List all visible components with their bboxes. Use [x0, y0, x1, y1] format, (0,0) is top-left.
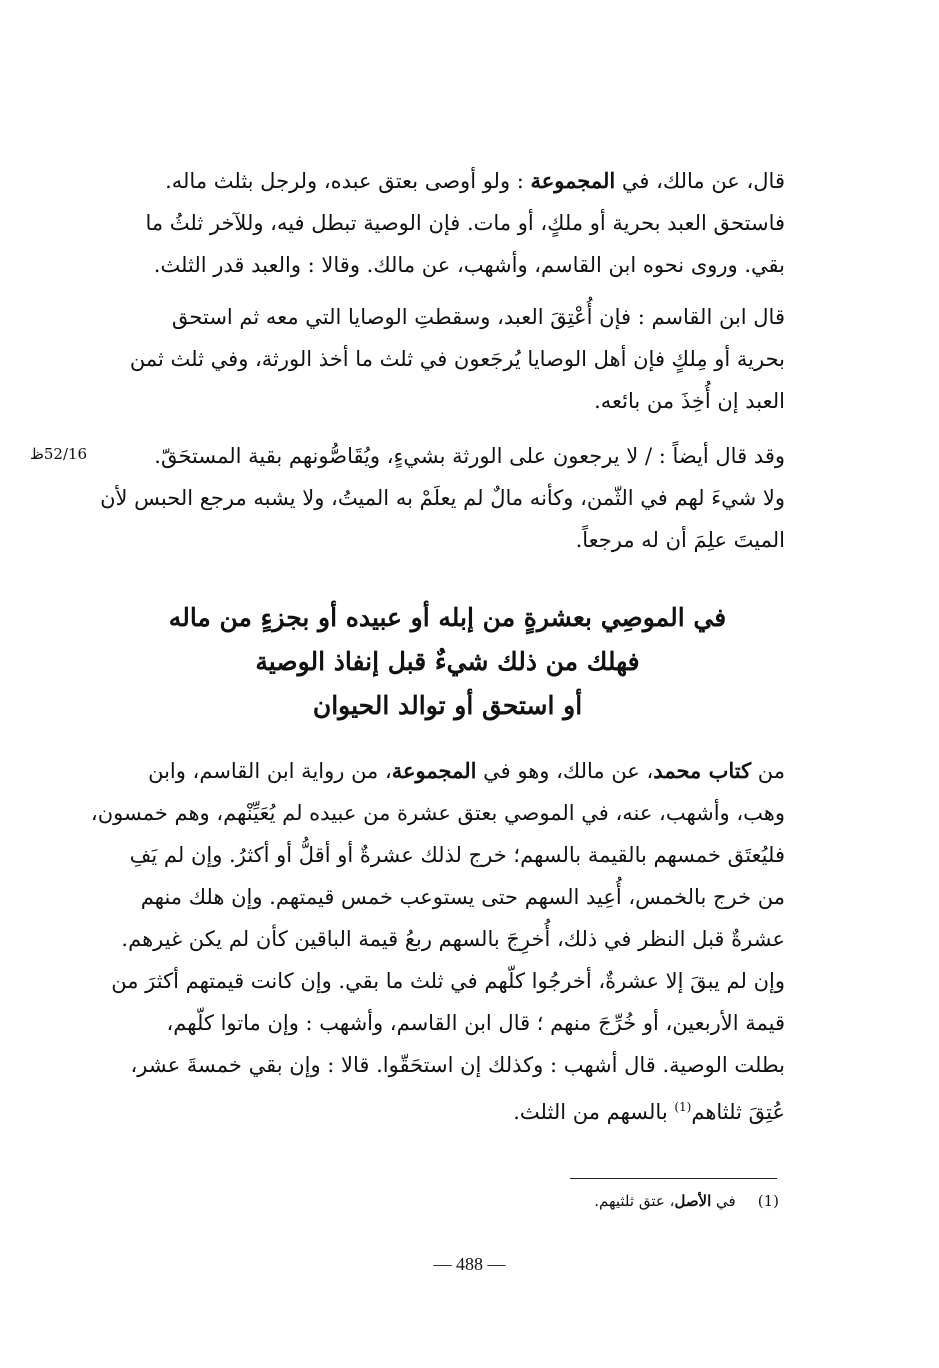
paragraph-3-line-2: ولا شيءَ لهم في الثّمن، وكأنه مالٌ لم يعلَمْ به الميتُ، ولا يشبه مرجع الحبس لأن: [100, 486, 785, 510]
paragraph-4-line-2: وهب، وأشهب، عنه، في الموصي بعتق عشرة من عبيده لم يُعَيِّنْهم، وهم خمسون،: [90, 801, 785, 825]
paragraph-2-line-1: قال ابن القاسم : فإن أُعْتِقَ العبد، وسقطتِ الوصايا التي معه ثم استحق: [171, 305, 785, 329]
paragraph-3-line-1: وقد قال أيضاً : / لا يرجعون على الورثة بشيءٍ، ويُقَاصُّونهم بقية المستحَقّ.: [154, 444, 785, 468]
paragraph-4-line-6: وإن لم يبقَ إلا عشرةٌ، أخرجُوا كلّهم في ثلث ما بقي. وإن كانت قيمتهم أكثرَ من: [111, 969, 785, 993]
paragraph-2-line-2: بحرية أو مِلكٍ فإن أهل الوصايا يُرجَعون في ثلث ما أخذ الورثة، وفي ثلث ثمن: [129, 347, 785, 371]
paragraph-3-line-3: الميتَ علِمَ أن له مرجعاً.: [575, 528, 785, 552]
footnote-separator: [570, 1178, 777, 1179]
paragraph-4-line-9: عُتِقَ ثلثاهم$^{(1)}$ بالسهم من الثلث.: [513, 1100, 785, 1124]
section-heading-line-1: في الموصِي بعشرةٍ من إبله أو عبيده أو بجزءٍ من ماله: [168, 603, 727, 632]
footnote-number: (1): [757, 1192, 779, 1210]
section-heading-line-3: أو استحق أو توالد الحيوان: [312, 691, 583, 720]
paragraph-1-line-2: فاستحق العبد بحرية أو ملكٍ، أو مات. فإن الوصية تبطل فيه، وللآخر ثلثُ ما: [145, 211, 785, 235]
manuscript-folio-note: 52/16ظ: [30, 445, 88, 463]
paragraph-4: [90, 750, 785, 1133]
paragraph-2: [110, 296, 785, 422]
footnote: (1)في الأصل، عتق ثلثيهم.: [594, 1192, 779, 1210]
paragraph-3: [100, 435, 785, 561]
bold-term-majmua: المجموعة: [530, 168, 616, 193]
paragraph-4-line-3: فليُعتَق خمسهم بالقيمة بالسهم؛ خرج لذلك عشرةٌ أو أقلُّ أو أكثرُ. وإن لم يَفِ: [129, 843, 785, 867]
paragraph-4-line-5: عشرةٌ قبل النظر في ذلك، أُخرِجَ بالسهم ربعُ قيمة الباقين كأن لم يكن غيرهم.: [121, 927, 785, 951]
paragraph-4-line-7: قيمة الأربعين، أو خُرِّجَ منهم ؛ قال ابن القاسم، وأشهب : وإن ماتوا كلّهم،: [166, 1011, 785, 1035]
paragraph-1: [110, 160, 785, 286]
section-heading-line-2: فهلك من ذلك شيءٌ قبل إنفاذ الوصية: [255, 647, 640, 676]
bold-term-majmua-2: المجموعة: [391, 758, 477, 783]
section-heading: [110, 596, 785, 728]
footnote-reference[interactable]: (1): [674, 1100, 692, 1114]
paragraph-4-line-1: من كتاب محمد، عن مالك، وهو في المجموعة، من رواية ابن القاسم، وابن: [148, 758, 785, 783]
paragraph-1-line-3: بقي. وروى نحوه ابن القاسم، وأشهب، عن مالك. وقالا : والعبد قدر الثلث.: [153, 253, 785, 277]
bold-term-kitab-muhammad: كتاب محمد: [653, 758, 752, 783]
paragraph-4-line-8: بطلت الوصية. قال أشهب : وكذلك إن استحَقّوا. قالا : وإن بقي خمسةَ عشر،: [130, 1053, 785, 1077]
paragraph-1-line-1: قال، عن مالك، في المجموعة : ولو أوصى بعتق عبده، ولرجل بثلث ماله.: [165, 168, 785, 193]
footnote-bold-term: الأصل: [674, 1192, 712, 1210]
page-number: — 488 —: [433, 1254, 506, 1274]
paragraph-4-line-4: من خرج بالخمس، أُعِيد السهم حتى يستوعب خمس قيمتهم. وإن هلك منهم: [140, 885, 785, 909]
paragraph-2-line-3: العبد إن أُخِذَ من بائعه.: [594, 389, 785, 413]
